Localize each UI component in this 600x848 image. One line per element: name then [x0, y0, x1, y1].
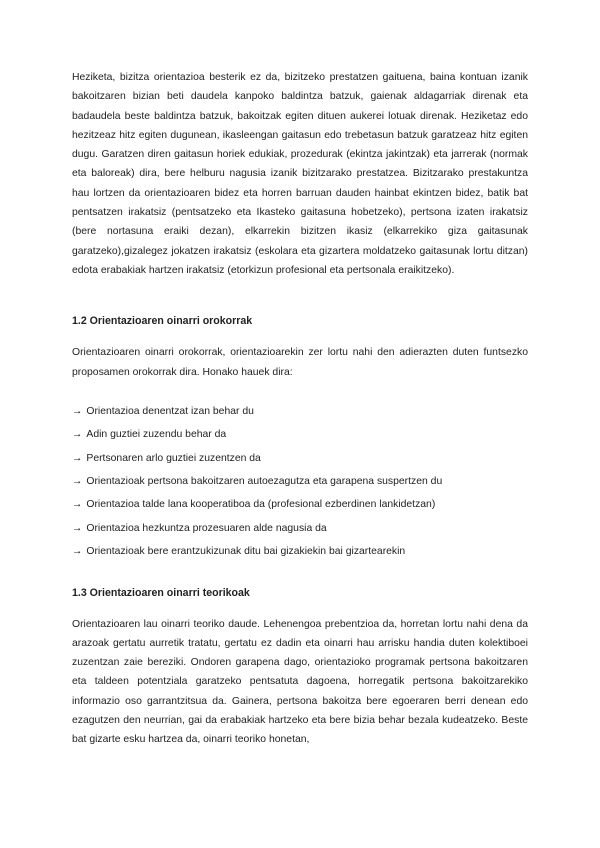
oinarri-orokorrak-list — [72, 402, 528, 566]
arrow-right-icon: → — [72, 429, 83, 441]
arrow-right-icon: → — [72, 452, 83, 464]
list-item: → Adin guztiei zuzendu behar da — [72, 429, 227, 441]
intro-paragraph: Heziketa, bizitza orientazioa besterik ez da, bizitzeko prestatzen gaituena, baina kontuan izanik bakoitzaren bizian beti daudela kanpoko baldintza batzuk, gaienak aldagarriak direnak eta badaudela beste baldintza batzuk, bakoitzak egiten dituen aukerei lotuak direnak. Heziketaz edo hezitzeaz hitz egiten dugunean, ikasleengan gaitasun edo trebetasun batzuk garatzeaz hitz egiten dugu. Garatzen diren gaitasun horiek edukiak, prozedurak (ekintza jakintzak) eta jarrerak (normak eta baloreak) dira, bere helburu nagusia izanik bizitzarako prestatzea. Bizitzarako prestakuntza hau lortzen da orientazioaren bidez eta horren barruan dauden hainbat ekintzen bidez, batik bat pentsatzen irakatsiz (pentsatzeko eta Ikasteko gaitasuna hobetzeko), pertsona izaten irakatsiz (bere nortasuna eraiki dezan), elkarrekin bizitzen ikasiz (elkarrekiko giza gaitasunak garatzeko),gizalegez jokatzen irakatsiz (eskolara eta gizartera moldatzeko gaitasunak lortu ditzan) edota erabakiak hartzen irakatsiz (etorkizun profesional eta pertsonala eraikitzeko). — [72, 72, 528, 276]
list-item: → Orientazioa hezkuntza prozesuaren alde nagusia da — [72, 522, 327, 534]
arrow-right-icon: → — [72, 522, 83, 534]
list-item: → Pertsonaren arlo guztiei zuzentzen da — [72, 452, 261, 464]
section-1-3-paragraph: Orientazioaren lau oinarri teoriko daude. Lehenengoa prebentzioa da, horretan lortu nahi dena da arazoak gertatu aurretik tratatu, gertatu ez dadin eta oinarri hau arrisku handia duten kolektiboei zuzentzan zaie bereziki. Ondoren garapena dago, orientazioko programak pertsona bakoitzaren eta taldeen potentziala garatzeko pentsatuta dagoena, horregatik pertsona bakoitzarekiko informazio oso garrantzitsua da. Gainera, pertsona bakoitza bere egoeraren berri denean edo ezagutzen den neurrian, gai da erabakiak hartzeko eta bere bizia behar bezala kudeatzeko. Beste bat gizarte esku hartzea da, oinarri teoriko honetan, — [72, 618, 528, 746]
arrow-right-icon: → — [72, 405, 83, 417]
list-item: → Orientazioak bere erantzukizunak ditu bai gizakiekin bai gizartearekin — [72, 546, 406, 558]
section-1-2-heading: 1.2 Orientazioaren oinarri orokorrak — [72, 315, 253, 328]
arrow-right-icon: → — [72, 476, 83, 488]
list-item: → Orientazioa denentzat izan behar du — [72, 405, 254, 417]
list-item: → Orientazioak pertsona bakoitzaren autoezagutza eta garapena suspertzen du — [72, 476, 443, 488]
arrow-right-icon: → — [72, 546, 83, 558]
section-1-2-paragraph: Orientazioaren oinarri orokorrak, orientazioarekin zer lortu nahi den adierazten duten funtsezko proposamen orokorrak dira. Honako hauek dira: — [72, 347, 528, 378]
list-item: → Orientazioa talde lana kooperatiboa da (profesional ezberdinen lankidetzan) — [72, 499, 436, 511]
arrow-right-icon: → — [72, 499, 83, 511]
section-1-3-heading: 1.3 Orientazioaren oinarri teorikoak — [72, 586, 250, 599]
